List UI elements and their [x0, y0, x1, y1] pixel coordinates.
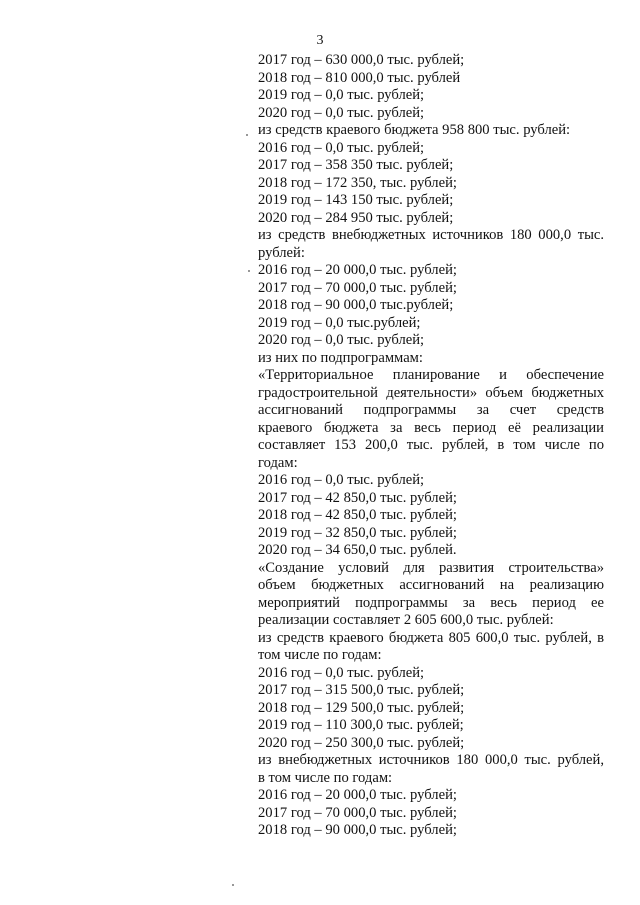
document-body — [258, 52, 604, 840]
text-line: объем бюджетных ассигнований на реализацию — [258, 577, 604, 593]
text-line: ассигнований подпрограммы за счет средств — [258, 402, 604, 418]
text-line: 2016 год – 0,0 тыс. рублей; — [258, 139, 425, 156]
text-line: 2019 год – 0,0 тыс.рублей; — [258, 314, 421, 331]
text-line: 2018 год – 129 500,0 тыс. рублей; — [258, 699, 465, 716]
text-line: из средств внебюджетных источников 180 000,0 тыс. — [258, 227, 604, 243]
scan-speck — [232, 884, 234, 886]
text-line: в том числе по годам: — [258, 769, 393, 786]
text-line: 2019 год – 110 300,0 тыс. рублей; — [258, 717, 464, 733]
text-line: 2018 год – 42 850,0 тыс. рублей; — [258, 507, 457, 523]
text-line: 2019 год – 143 150 тыс. рублей; — [258, 192, 454, 208]
text-line: 2017 год – 42 850,0 тыс. рублей; — [258, 489, 457, 506]
text-line: составляет 153 200,0 тыс. рублей, в том числе по — [258, 437, 604, 453]
text-line: 2016 год – 20 000,0 тыс. рублей; — [258, 262, 457, 278]
text-line: реализации составляет 2 605 600,0 тыс. рублей: — [258, 612, 554, 628]
page-number: 3 — [316, 33, 324, 48]
text-line: 2020 год – 0,0 тыс. рублей; — [258, 104, 425, 121]
text-line: 2018 год – 90 000,0 тыс.рублей; — [258, 297, 454, 313]
text-line: из средств краевого бюджета 958 800 тыс. рублей: — [258, 122, 571, 138]
text-line: 2017 год – 70 000,0 тыс. рублей; — [258, 804, 457, 821]
text-line: 2018 год – 172 350, тыс. рублей; — [258, 174, 457, 191]
text-line: 2017 год – 315 500,0 тыс. рублей; — [258, 682, 465, 698]
text-line: 2017 год – 630 000,0 тыс. рублей; — [258, 52, 465, 68]
text-line: 2020 год – 0,0 тыс. рублей; — [258, 332, 425, 348]
text-line: краевого бюджета за весь период её реализации — [258, 419, 604, 436]
text-line: 2016 год – 20 000,0 тыс. рублей; — [258, 787, 457, 803]
text-line: том числе по годам: — [258, 647, 382, 663]
scan-speck — [246, 134, 248, 136]
text-line: мероприятий подпрограммы за весь период ее — [258, 594, 604, 611]
text-line: 2020 год – 34 650,0 тыс. рублей. — [258, 542, 457, 558]
text-line: 2016 год – 0,0 тыс. рублей; — [258, 472, 425, 488]
text-line: 2019 год – 0,0 тыс. рублей; — [258, 87, 425, 103]
text-line: градостроительной деятельности» объем бюджетных — [258, 384, 604, 401]
scan-speck — [248, 270, 250, 272]
text-line: 2016 год – 0,0 тыс. рублей; — [258, 664, 425, 681]
text-line: 2019 год – 32 850,0 тыс. рублей; — [258, 524, 457, 541]
text-line: из средств краевого бюджета 805 600,0 тыс. рублей, в — [258, 629, 604, 646]
text-line: «Территориальное планирование и обеспечение — [258, 367, 604, 383]
text-line: годам: — [258, 454, 298, 471]
text-line: из них по подпрограммам: — [258, 349, 423, 366]
text-line: 2018 год – 90 000,0 тыс. рублей; — [258, 822, 457, 838]
text-line: «Создание условий для развития строительства» — [258, 559, 604, 576]
text-line: из внебюджетных источников 180 000,0 тыс. рублей, — [258, 752, 604, 768]
text-line: рублей: — [258, 244, 305, 261]
text-line: 2020 год – 250 300,0 тыс. рублей; — [258, 734, 465, 751]
text-line: 2018 год – 810 000,0 тыс. рублей — [258, 69, 461, 86]
text-line: 2020 год – 284 950 тыс. рублей; — [258, 209, 454, 226]
text-line: 2017 год – 358 350 тыс. рублей; — [258, 157, 454, 173]
text-line: 2017 год – 70 000,0 тыс. рублей; — [258, 279, 457, 296]
